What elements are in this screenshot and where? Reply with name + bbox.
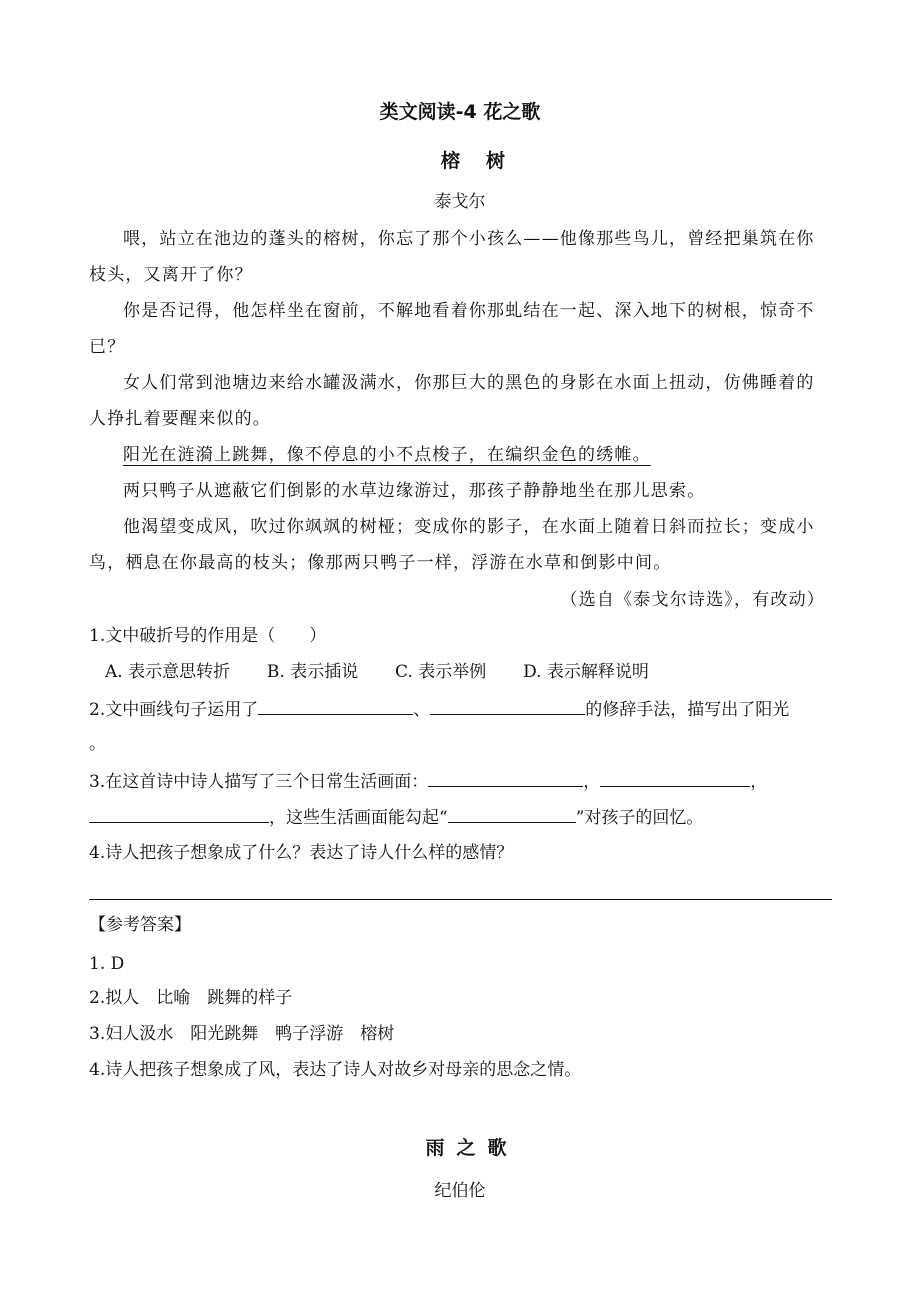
answer-blank[interactable]	[430, 696, 585, 715]
answer-2: 2.拟人 比喻 跳舞的样子	[89, 988, 293, 1008]
answer-1: 1. D	[89, 954, 125, 974]
question-1: 1.文中破折号的作用是（ ）	[89, 626, 327, 646]
answer-blank[interactable]	[448, 804, 576, 823]
underlined-sentence: 阳光在涟漪上跳舞，像不停息的小不点梭子，在编织金色的绣帷。	[123, 445, 651, 465]
poem2-author: 纪伯伦	[434, 1181, 486, 1201]
answer-line	[89, 899, 832, 900]
poem-line: 你是否记得，他怎样坐在窗前，不解地看着你那虬结在一起、深入地下的树根，惊奇不	[123, 301, 815, 321]
option-a: A. 表示意思转折	[105, 662, 231, 682]
poem-line: 枝头，又离开了你？	[89, 265, 253, 285]
poem-source: （选自《泰戈尔诗选》，有改动）	[560, 590, 825, 610]
answer-4: 4.诗人把孩子想象成了风，表达了诗人对故乡对母亲的思念之情。	[89, 1060, 582, 1080]
poem2-title: 雨之歌	[425, 1137, 519, 1159]
answer-blank[interactable]	[258, 696, 413, 715]
option-b: B. 表示插说	[266, 662, 359, 682]
poem-line: 喂，站立在池边的蓬头的榕树，你忘了那个小孩么——他像那些鸟儿，曾经把巢筑在你	[123, 229, 815, 249]
answer-3: 3.妇人汲水 阳光跳舞 鸭子浮游 榕树	[89, 1024, 395, 1044]
answer-blank[interactable]	[600, 768, 750, 787]
question-4: 4.诗人把孩子想象成了什么？表达了诗人什么样的感情？	[89, 843, 514, 863]
poem-line: 他渴望变成风，吹过你飒飒的树桠；变成你的影子，在水面上随着日斜而拉长；变成小	[123, 517, 815, 537]
poem-line: 女人们常到池塘边来给水罐汲满水，你那巨大的黑色的身影在水面上扭动，仿佛睡着的	[123, 373, 815, 393]
question-2: 2.文中画线句子运用了 、 的修辞手法，描写出了阳光	[89, 696, 789, 722]
question-3: 3.在这首诗中诗人描写了三个日常生活画面： ， ，	[89, 768, 767, 794]
poem-line: 人挣扎着要醒来似的。	[89, 409, 271, 429]
answer-blank[interactable]	[89, 804, 269, 823]
question-2-end: 。	[89, 734, 106, 754]
poem-line: 两只鸭子从遮蔽它们倒影的水草边缘游过，那孩子静静地坐在那儿思索。	[123, 481, 706, 501]
question-3-cont: ，这些生活画面能勾起“ ”对孩子的回忆。	[89, 804, 703, 830]
poem-line: 已？	[89, 337, 126, 357]
option-c: C. 表示举例	[395, 662, 487, 682]
option-d: D. 表示解释说明	[523, 662, 649, 682]
question-1-options	[105, 660, 649, 684]
poem-line: 鸟，栖息在你最高的枝头；像那两只鸭子一样，浮游在水草和倒影中间。	[89, 553, 672, 573]
page-title: 类文阅读-4 花之歌	[379, 101, 541, 123]
poem-author: 泰戈尔	[434, 192, 486, 212]
answer-blank[interactable]	[428, 768, 583, 787]
answers-heading: 【参考答案】	[89, 915, 191, 935]
poem-title: 榕树	[440, 150, 531, 172]
